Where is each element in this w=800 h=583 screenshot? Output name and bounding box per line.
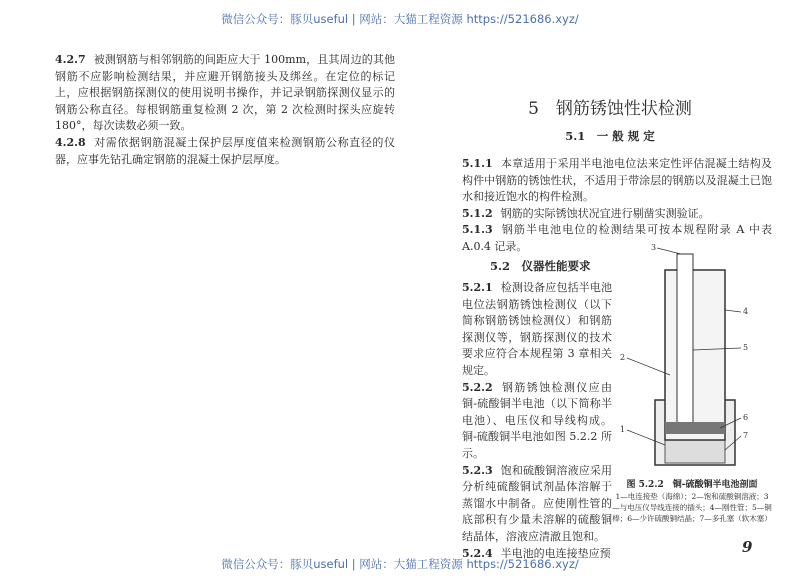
- copper-rod: [677, 254, 693, 424]
- clause-5-2-2: 5.2.2 钢筋锈蚀检测仪应由铜-硫酸铜半电池（以下简称半电池）、电压仪和导线构成。铜-硫酸铜半电池如图 5.2.2 所示。: [462, 380, 612, 460]
- watermark-top: 微信公众号：豚贝useful | 网站：大猫工程资源 https://521686.xyz/: [221, 12, 579, 26]
- crystals: [665, 422, 725, 434]
- chapter-title: 5 钢筋锈蚀性状检测: [528, 99, 692, 119]
- figure-caption: [612, 480, 772, 524]
- clause-5-1-2: 5.1.2 钢筋的实际锈蚀状况宜进行剔凿实测验证。: [462, 206, 710, 220]
- clause-5-1-1: 5.1.1 本章适用于采用半电池电位法来定性评估混凝土结构及构件中钢筋的锈蚀性状，不适用于带涂层的钢筋以及混凝土已饱水和接近饱水的构件检测。: [462, 157, 772, 204]
- section-5-2-body: [462, 280, 612, 562]
- caption-legend: 1—电连接垫（海绵）；2—饱和硫酸铜溶液；3—与电压仪导线连接的插头；4—刚性管；5—铜棒；6—少许硫酸铜结晶；7—多孔塞（软木塞）: [612, 492, 772, 523]
- clause-4-2-7: 4.2.7 被测钢筋与相邻钢筋的间距应大于 100mm，且其周边的其他钢筋不应影响检测结果，并应避开钢筋接头及绑丝。在定位的标记上，应根据钢筋探测仪的使用说明书操作，并记录钢筋探测仪显示的钢筋公称直径。每根钢筋重复检测 2 次，第 2 次检测时探头应旋转 180°，每次读数必须一致。: [55, 53, 395, 133]
- label-3: 3: [651, 243, 657, 252]
- left-column: [55, 52, 395, 168]
- section-5-1-heading: 5.1 一 般 规 定: [565, 129, 655, 143]
- label-6: 6: [743, 413, 749, 422]
- label-7: 7: [743, 431, 749, 440]
- page-number: 9: [742, 538, 753, 556]
- caption-title: 图 5.2.2 铜-硫酸铜半电池剖面: [626, 480, 758, 490]
- watermark-bottom: 微信公众号：豚贝useful | 网站：大猫工程资源 https://521686.xyz/: [221, 557, 579, 571]
- clause-5-2-3: 5.2.3 饱和硫酸铜溶液应采用分析纯硫酸铜试剂晶体溶解于蒸馏水中制备。应使刚性管的底部积有少量未溶解的硫酸铜结晶体，溶液应清澈且饱和。: [462, 463, 612, 543]
- clause-4-2-8: 4.2.8 对需依据钢筋混凝土保护层厚度值来检测钢筋公称直径的仪器，应事先钻孔确定钢筋的混凝土保护层厚度。: [55, 135, 395, 166]
- label-2: 2: [620, 353, 626, 362]
- clause-5-2-4: 5.2.4 半电池的电连接垫应预: [462, 546, 611, 560]
- label-4: 4: [743, 307, 749, 316]
- label-5: 5: [743, 343, 749, 352]
- clause-5-1-3: 5.1.3 钢筋半电池电位的检测结果可按本规程附录 A 中表 A.0.4 记录。: [462, 223, 772, 253]
- clause-5-2-1: 5.2.1 检测设备应包括半电池电位法钢筋锈蚀检测仪（以下简称钢筋锈蚀检测仪）和钢筋探测仪等，钢筋探测仪的技术要求应符合本规程第 3 章相关规定。: [462, 281, 612, 377]
- section-5-2-heading: 5.2 仪器性能要求: [490, 259, 591, 273]
- rigid-tube: [665, 270, 725, 440]
- half-cell-diagram: [615, 240, 775, 480]
- label-1: 1: [620, 425, 626, 434]
